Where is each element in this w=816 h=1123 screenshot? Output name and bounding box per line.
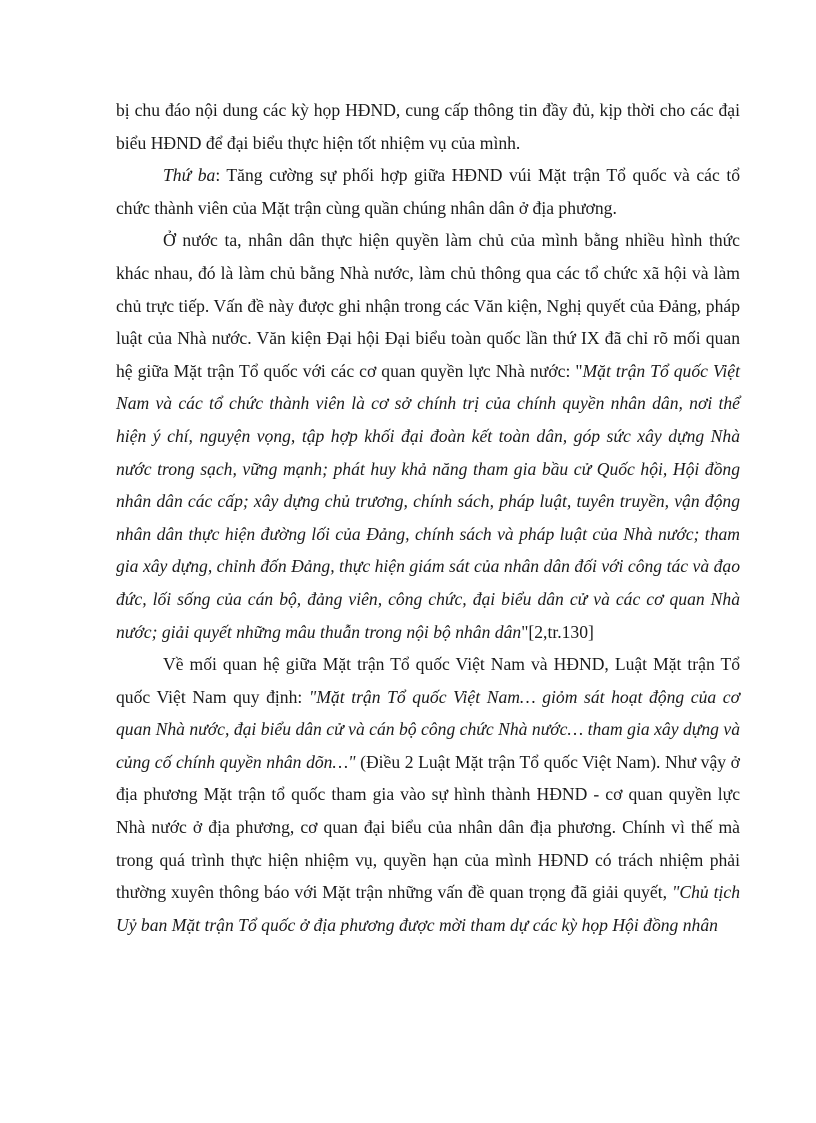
document-page: [116, 94, 740, 941]
text-run: Ở nước ta, nhân dân thực hiện quyền làm chủ của mình bằng nhiều hình thức khác nhau, đó là làm chủ bằng Nhà nước, làm chủ thông qua các tổ chức xã hội và làm chủ trực tiếp. Vấn đề này được ghi nhận trong các Văn kiện, Nghị quyết của Đảng, pháp luật của Nhà nước. Văn kiện Đại hội Đại biểu toàn quốc lần thứ IX đã chỉ rõ mối quan hệ giữa Mặt trận Tổ quốc với các cơ quan quyền lực Nhà nước: ": [116, 230, 740, 381]
paragraph-third-point: [116, 159, 740, 224]
text-run: Về mối quan hệ giữa Mặt trận Tổ quốc Việt Nam và HĐND, Luật Mặt trận Tổ quốc Việt Nam quy định:: [116, 654, 740, 707]
paragraph-front-law: [116, 648, 740, 941]
text-run: bị chu đáo nội dung các kỳ họp HĐND, cung cấp thông tin đầy đủ, kịp thời cho các đại biểu HĐND để đại biểu thực hiện tốt nhiệm vụ của mình.: [116, 100, 740, 153]
text-run-italic: Thứ ba: [163, 165, 216, 186]
quotation-italic: Mặt trận Tổ quốc Việt Nam và các tổ chức thành viên là cơ sở chính trị của chính quyền nhân dân, nơi thể hiện ý chí, nguyện vọng, tập hợp khối đại đoàn kết toàn dân, góp sức xây dựng Nhà nước trong sạch, vững mạnh; phát huy khả năng tham gia bầu cử Quốc hội, Hội đồng nhân dân các cấp; xây dựng chủ trương, chính sách, pháp luật, tuyên truyền, vận động nhân dân thực hiện đường lối của Đảng, chính sách và pháp luật của Nhà nước; tham gia xây dựng, chỉnh đốn Đảng, thực hiện giám sát của nhân dân đối với công tác và đạo đức, lối sống của cán bộ, đảng viên, công chức, đại biểu dân cử và các cơ quan Nhà nước; giải quyết những mâu thuẫn trong nội bộ nhân dân: [116, 360, 740, 642]
text-run: : Tăng cường sự phối hợp giữa HĐND vúi Mặt trận Tổ quốc và các tổ chức thành viên của Mặt trận cùng quần chúng nhân dân ở địa phương.: [116, 165, 741, 218]
quotation-italic: "Mặt trận Tổ quốc Việt Nam… giỏm sát hoạt động của cơ quan Nhà nước, đại biểu dân cử và cán bộ công chức Nhà nước… tham gia xây dựng và củng cố chính quyền nhân dõn…": [116, 686, 740, 772]
citation: "[2,tr.130]: [521, 621, 594, 642]
text-run: (Điều 2 Luật Mặt trận Tổ quốc Việt Nam). Như vậy ở địa phương Mặt trận tổ quốc tham gia vào sự hình thành HĐND - cơ quan quyền lực Nhà nước ở địa phương, cơ quan đại biểu của nhân dân địa phương. Chính vì thế mà trong quá trình thực hiện nhiệm vụ, quyền hạn của mình HĐND có trách nhiệm phải thường xuyên thông báo với Mặt trận những vấn đề quan trọng đã giải quyết,: [116, 751, 740, 903]
quotation-italic: "Chủ tịch Uỷ ban Mặt trận Tổ quốc ở địa phương được mời tham dự các kỳ họp Hội đồng nhân: [116, 882, 741, 935]
paragraph-people-mastery: [116, 224, 740, 648]
paragraph-preparation-continued: [116, 94, 740, 159]
